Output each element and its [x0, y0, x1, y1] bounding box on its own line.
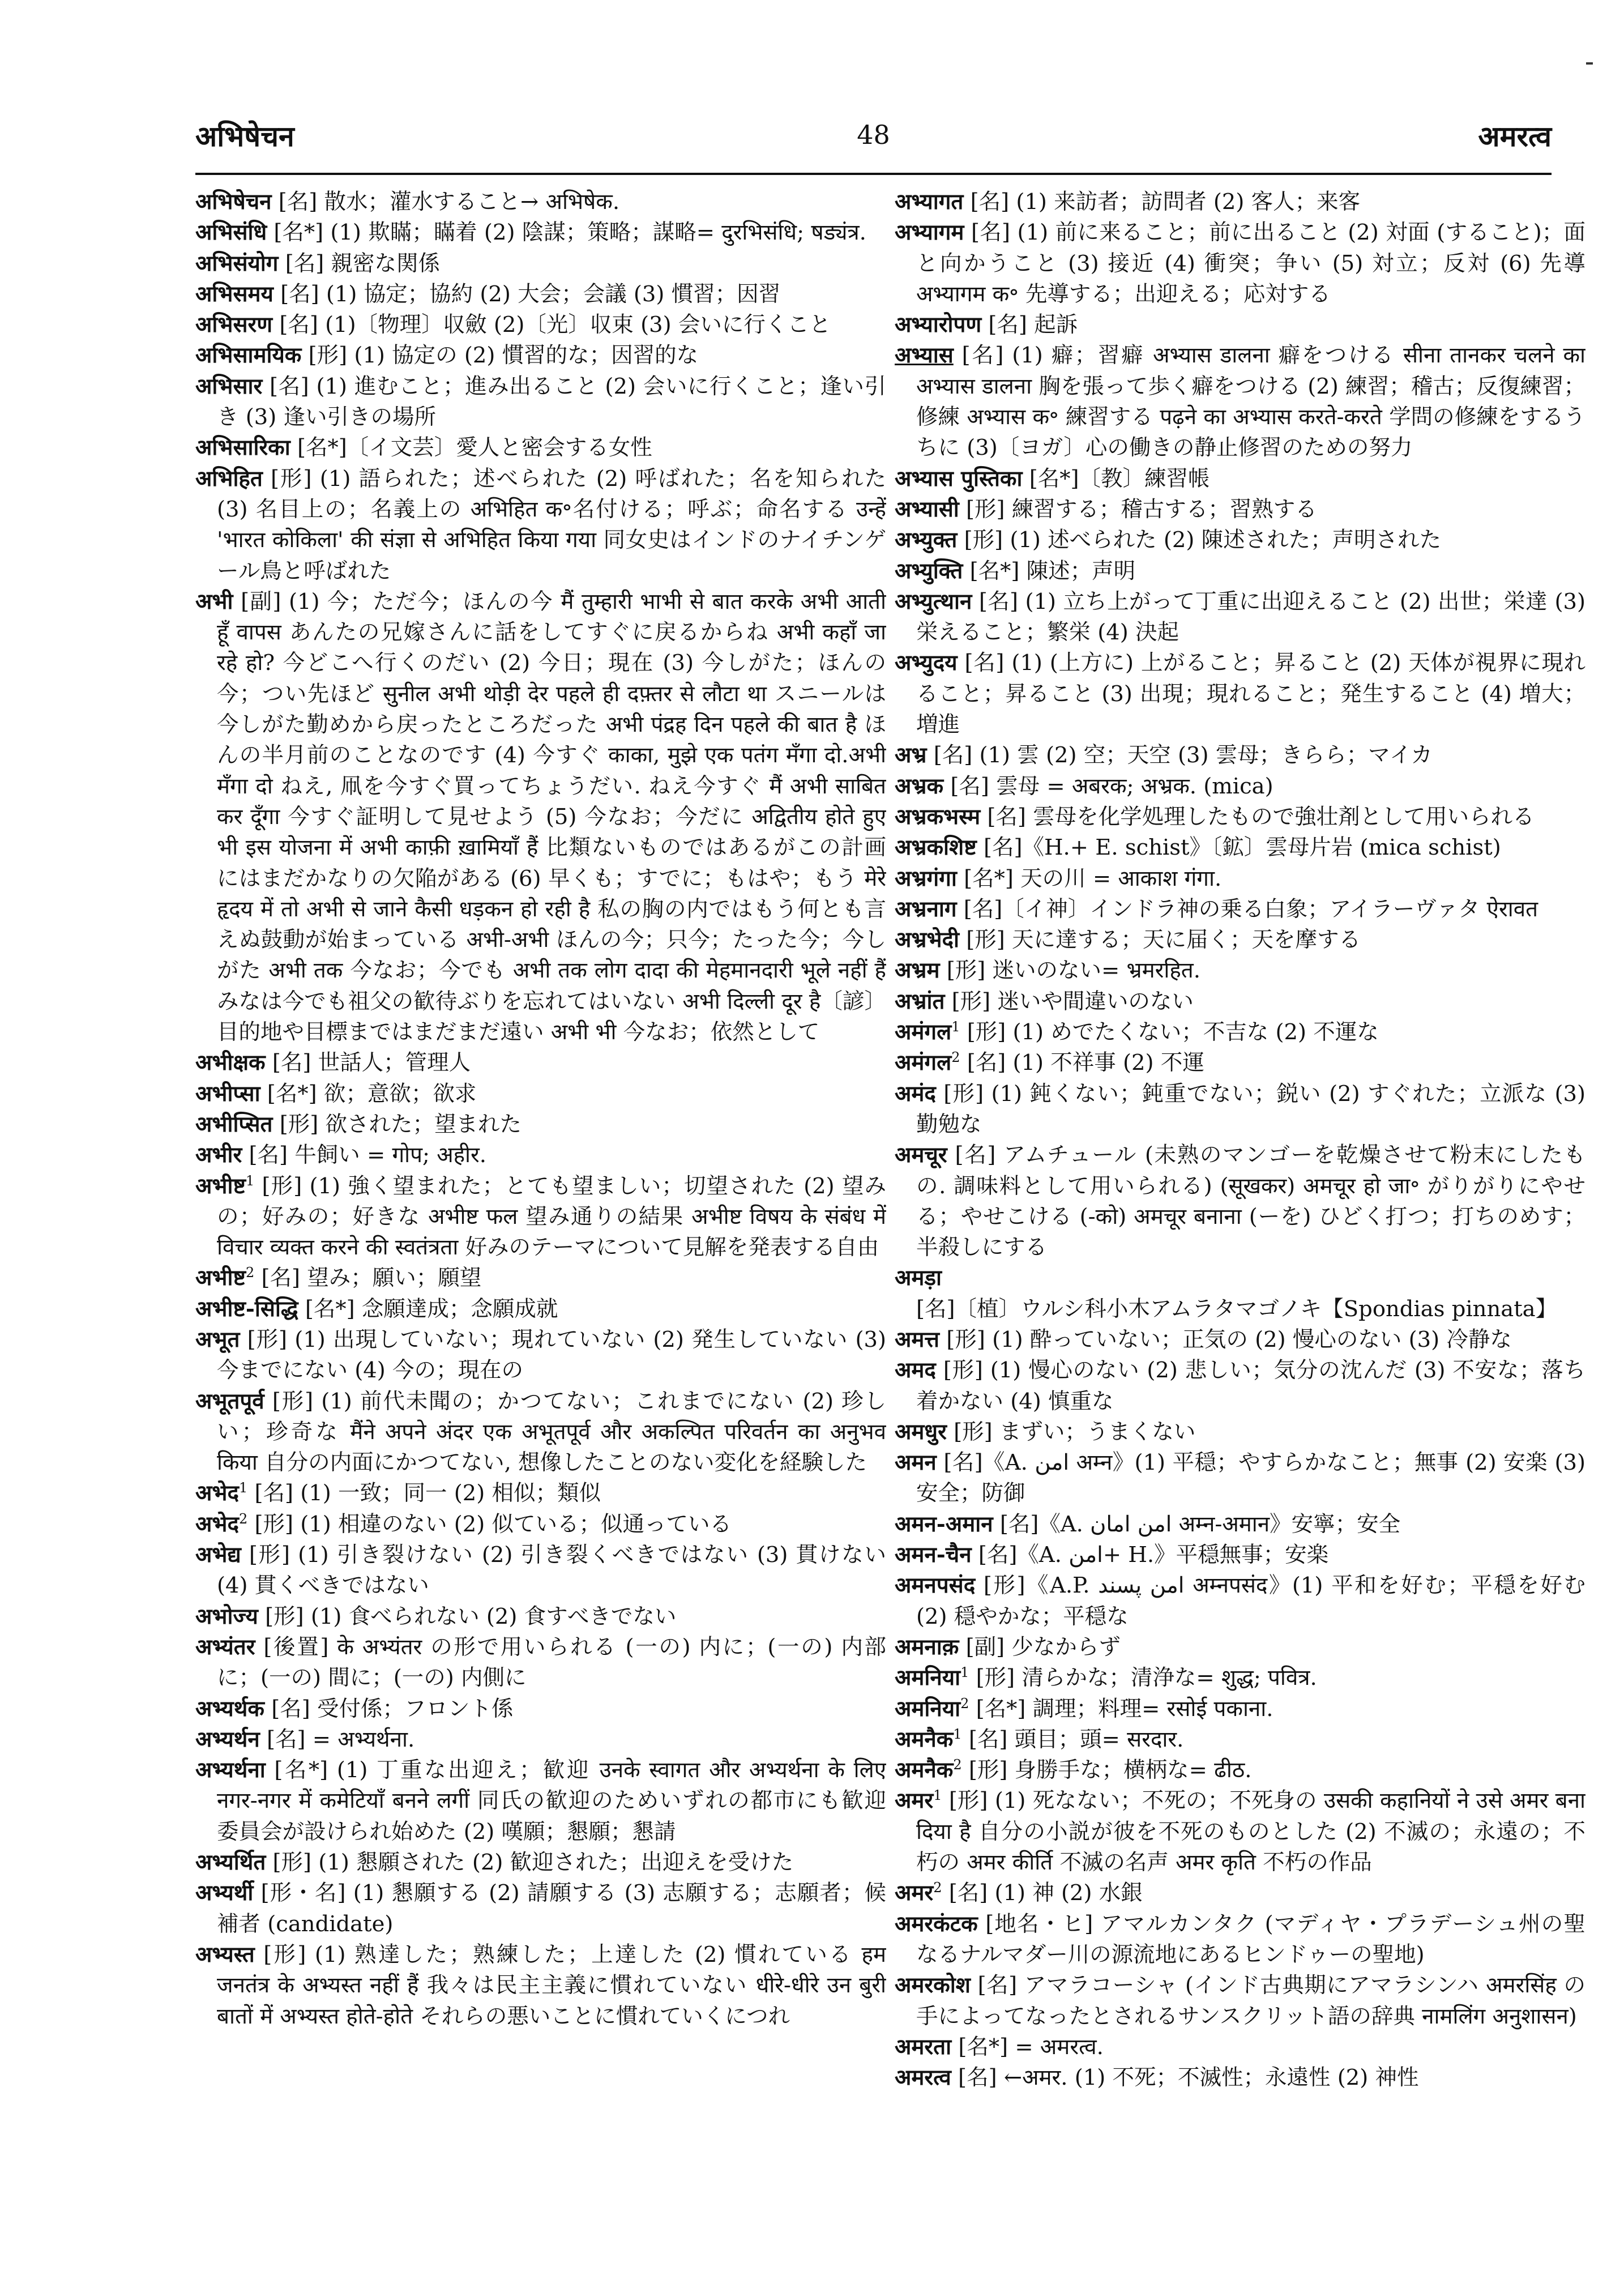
dictionary-entry [895, 771, 1585, 802]
headword: अभिसार [195, 373, 263, 399]
headword: अमत्त [895, 1326, 940, 1352]
headword: अभ्यंतर [195, 1634, 255, 1660]
headword: अभोज्य [195, 1603, 258, 1629]
dictionary-entry [195, 1294, 886, 1325]
headword: अमन-चैन [895, 1542, 972, 1568]
homograph-number: 2 [933, 1880, 942, 1896]
definition: [副] 少なからず [965, 1634, 1121, 1660]
headword: अभेद [195, 1480, 239, 1506]
definition: [名] (1) 一致；同一 (2) 相似；類似 [254, 1480, 601, 1506]
homograph-number: 2 [245, 1265, 255, 1281]
dictionary-entry [895, 1786, 1585, 1878]
definition: [名] 起訴 [988, 312, 1078, 338]
dictionary-entry [895, 833, 1585, 863]
definition: [形] (1) 食べられない (2) 食すべきでない [265, 1603, 677, 1629]
homograph-number: 1 [951, 1019, 960, 1035]
headword: अभीप्सित [195, 1111, 273, 1137]
homograph-number: 2 [960, 1695, 969, 1711]
definition: [名] 世話人；管理人 [272, 1050, 471, 1076]
margin-mark [1586, 62, 1593, 65]
headword: अभूतपूर्व [195, 1388, 264, 1414]
dictionary-entry [895, 955, 1585, 986]
dictionary-entry [895, 525, 1585, 556]
headword: अमनपसंद [895, 1573, 976, 1599]
dictionary-entry [895, 587, 1585, 648]
dictionary-entry [895, 1263, 1585, 1325]
definition: [形] (1) 引き裂けない (2) 引き裂くべきではない (3) 貫けない (4) 貫くべきではない [217, 1542, 886, 1599]
definition: [形] (1) 出現していない；現れていない (2) 発生していない (3) 今までにない (4) 今の；現在の [217, 1326, 886, 1384]
dictionary-entry [195, 1725, 886, 1755]
homograph-number: 2 [238, 1510, 248, 1527]
headword: अभिसामयिक [195, 343, 302, 369]
dictionary-entry [895, 925, 1585, 955]
dictionary-entry [195, 1540, 886, 1602]
dictionary-entry [895, 310, 1585, 340]
definition: [名] 雲母 = अबरक; अभ्रक. (mica) [950, 773, 1273, 799]
headword: अमन [895, 1450, 937, 1476]
header-first-word: अभिषेचन [195, 119, 294, 153]
definition: [名] = अभ्यर्थना. [266, 1726, 415, 1752]
definition: [副] (1) 今；ただ今；ほんの今 मैं तुम्हारी भाभी से बात करके अभी आती हूँ वापस あんたの兄嫁さんに話をしてすぐに戻るからね अभी कहाँ जा रहे हो? 今どこへ行くのだい (2) 今日；現在 (3) 今しがた；ほんの今；つい先ほど सुनील अभी थोड़ी देर पहले ही दफ़्तर से लौटा था スニールは今しがた勤めから戻ったところだった अभी पंद्रह दिन पहले की बात है ほんの半月前のことなのです (4) 今すぐ काका, मुझे एक पतंग मँगा दो.अभी मँगा दो ねえ, 凧を今すぐ買ってちょうだい. ねえ今すぐ मैं अभी साबित कर दूँगा 今すぐ証明して見せよう (5) 今なお；今だに अद्वितीय होते हुए भी इस योजना में अभी काफ़ी ख़ामियाँ हैं 比類ないものではあるがこの計画にはまだかなりの欠陥がある (6) 早くも；すでに；もはや；もう मेरे हृदय में तो अभी से जाने कैसी धड़कन हो रही है 私の胸の内ではもう何とも言えぬ鼓動が始まっている अभी-अभी ほんの今；只今；たった今；今しがた अभी तक 今なお；今でも अभी तक लोग दादा की मेहमानदारी भूले नहीं हैं みなは今でも祖父の歓待ぶりを忘れてはいない अभी दिल्ली दूर है〔諺〕目的地や目標まではまだまだ遠い अभी भी 今なお；依然として [217, 588, 886, 1045]
definition: [形] (1) 熟達した；熟練した；上達した (2) 慣れている हम जनतंत्र के अभ्यस्त नहीं हैं 我々は民主主義に慣れていない धीरे-धीरे उन बुरी बातों में अभ्यस्त होते-होते それらの悪いことに慣れていくにつれ [217, 1941, 886, 2029]
headword: अमचूर [895, 1142, 947, 1168]
headword: अभ्यर्थन [195, 1726, 260, 1752]
definition: [名] 受付係；フロント係 [271, 1696, 514, 1722]
running-header [195, 116, 1552, 175]
definition: [形] (1) 死なない；不死の；不死身の उसकी कहानियों ने उसे अमर बना दिया है 自分の小説が彼を不死のものとした (2) 不滅の；永遠の；不朽の अमर कीर्ति 不滅の名声 अमर कृति 不朽の作品 [916, 1788, 1585, 1876]
headword: अभ्रनाग [895, 896, 957, 922]
homograph-number: 2 [951, 1049, 960, 1066]
headword: अभ्युदय [895, 650, 958, 676]
dictionary-entry [895, 1509, 1585, 1540]
dictionary-entry [895, 1694, 1585, 1725]
dictionary-entry [195, 217, 886, 248]
definition: [形] 迷いのない= भ्रमरहित. [946, 958, 1200, 984]
dictionary-entry [195, 433, 886, 463]
headword: अभ्रकभस्म [895, 804, 981, 830]
headword: अमन-अमान [895, 1511, 993, 1537]
dictionary-entry [895, 1417, 1585, 1448]
definition: [名] (1) 進むこと；進み出ること (2) 会いに行くこと；逢い引き (3) 逢い引きの場所 [217, 373, 886, 430]
definition: [名*] 陳述；声明 [969, 558, 1136, 584]
definition: [名] 牛飼い = गोप; अहीर. [249, 1142, 487, 1168]
definition: [形] (1) 鈍くない；鈍重でない；鋭い (2) すぐれた；立派な (3) 勤勉な [916, 1081, 1585, 1137]
definition: [形] (1) 相違のない (2) 似ている；似通っている [254, 1511, 732, 1537]
dictionary-entry [895, 1140, 1585, 1263]
dictionary-entry [195, 464, 886, 587]
headword: अभिसंयोग [195, 250, 279, 276]
headword: अभीष्ट [195, 1265, 246, 1291]
headword: अभ्यास पुस्तिका [895, 466, 1023, 492]
definition: [形] まずい；うまくない [954, 1419, 1196, 1445]
headword: अमनिया [895, 1665, 961, 1691]
definition: [名]《A. امن अम्न》(1) 平穏；やすらかなこと；無事 (2) 安楽 (3) 安全；防御 [916, 1450, 1585, 1506]
headword: अभीप्सा [195, 1081, 260, 1107]
headword: अमनैक [895, 1757, 954, 1783]
dictionary-entry [895, 1079, 1585, 1141]
headword: अभ्यागत [895, 189, 964, 215]
dictionary-entry [195, 1140, 886, 1171]
dictionary-entry [895, 1663, 1585, 1693]
headword: अभ्यर्थित [195, 1850, 266, 1876]
homograph-number: 2 [953, 1757, 962, 1773]
dictionary-entry [195, 1602, 886, 1632]
dictionary-entry [895, 1325, 1585, 1355]
headword: अभ्यस्त [195, 1941, 255, 1967]
headword: अभ्रम [895, 958, 940, 984]
dictionary-entry [195, 187, 886, 217]
headword: अभेद [195, 1511, 239, 1537]
dictionary-entry [195, 1325, 886, 1386]
dictionary-entry [895, 648, 1585, 740]
definition: [名*] 欲；意欲；欲求 [267, 1081, 477, 1107]
headword: अमरता [895, 2034, 952, 2060]
dictionary-entry [195, 372, 886, 433]
headword: अभीष्ट [195, 1173, 246, 1199]
definition: [名] ←अमर. (1) 不死；不滅性；永遠性 (2) 神性 [958, 2065, 1419, 2091]
definition: [名*] 念願達成；念願成就 [305, 1296, 558, 1322]
dictionary-entry [195, 310, 886, 340]
dictionary-entry [895, 802, 1585, 833]
definition: [名] (1) 神 (2) 水銀 [948, 1880, 1143, 1906]
headword: अभीष्ट-सिद्धि [195, 1296, 298, 1322]
definition: [名] (1) 癖；習癖 अभ्यास डालना 癖をつける सीना तानकर चलने का अभ्यास डालना 胸を張って歩く癖をつける (2) 練習；稽古；反復練習；修練 अभ्यास क॰ 練習する पढ़ने का अभ्यास करते-करते 学問の修練をするうちに (3)〔ヨガ〕心の働きの静止修習のための努力 [916, 343, 1585, 461]
definition: [名] (1) 雲 (2) 空；天空 (3) 雲母；きらら；マイカ [933, 742, 1433, 769]
definition: [名]《H.+ E. schist》〔鉱〕雲母片岩 (mica schist) [983, 835, 1501, 861]
headword: अमनिया [895, 1696, 961, 1722]
dictionary-entry [895, 187, 1585, 217]
headword: अभीर [195, 1142, 242, 1168]
headword: अभिसारिका [195, 435, 290, 461]
homograph-number: 1 [245, 1172, 255, 1189]
homograph-number: 1 [933, 1787, 942, 1804]
dictionary-entry [895, 1017, 1585, 1048]
definition: [名] 散水；灌水すること→ अभिषेक. [278, 189, 620, 215]
dictionary-entry [895, 1909, 1585, 1971]
dictionary-entry [195, 1386, 886, 1479]
definition: [形] 身勝手な；横柄な= ढीठ. [968, 1757, 1252, 1783]
definition: [形] (1) 懇願された (2) 歓迎された；出迎えを受けた [272, 1850, 794, 1876]
definition: [名]〔植〕ウルシ科小木アムラタマゴノキ【Spondias pinnata】 [916, 1296, 1558, 1322]
dictionary-entry [895, 217, 1585, 310]
right-column [895, 187, 1585, 2260]
dictionary-entry [895, 1878, 1585, 1909]
dictionary-entry [895, 1570, 1585, 1632]
definition: [形] (1) 慢心のない (2) 悲しい；気分の沈んだ (3) 不安な；落ち着かない (4) 慎重な [916, 1358, 1585, 1414]
dictionary-entry [195, 1509, 886, 1540]
dictionary-entry [195, 279, 886, 310]
headword: अभिसंधि [195, 220, 267, 246]
headword: अभ्यर्थी [195, 1880, 254, 1906]
headword: अभीक्षक [195, 1050, 266, 1076]
headword: अमड़ा [895, 1265, 942, 1291]
headword: अमद [895, 1358, 936, 1384]
definition: [形・名] (1) 懇願する (2) 請願する (3) 志願する；志願者；候補者 (candidate) [217, 1880, 886, 1937]
dictionary-entry [195, 1048, 886, 1078]
dictionary-entry [895, 1355, 1585, 1417]
dictionary-entry [895, 1755, 1585, 1786]
definition: [形] (1) 述べられた (2) 陳述された；声明された [964, 527, 1442, 553]
definition: [名] (1) 協定；協約 (2) 大会；会議 (3) 慣習；因習 [280, 281, 781, 307]
definition: [名*] (1) 欺瞞；瞞着 (2) 陰謀；策略；謀略= दुरभिसंधि; षड्यंत्र. [273, 220, 866, 246]
headword: अभ्यर्थक [195, 1696, 264, 1722]
dictionary-entry [195, 1632, 886, 1694]
headword: अमरकंटक [895, 1911, 978, 1937]
definition: [名*] 天の川 = आकाश गंगा. [964, 865, 1222, 891]
definition: [形] (1) 語られた；述べられた (2) 呼ばれた；名を知られた (3) 名目上の；名義上の अभिहित क॰名付ける；呼ぶ；命名する उन्हें 'भारत कोकिला' की संज्ञा से अभिहित किया गया 同女史はインドのナイチンゲール鳥と呼ばれた [217, 466, 886, 584]
dictionary-entry [895, 556, 1585, 587]
headword: अभी [195, 588, 233, 614]
headword: अभ्युक्ति [895, 558, 963, 584]
homograph-number: 1 [238, 1480, 248, 1496]
dictionary-entry [895, 1448, 1585, 1509]
headword: अभ्यर्थना [195, 1757, 266, 1783]
headword: अमर [895, 1880, 934, 1906]
definition: [地名・ヒ] アマルカンタク (マディヤ・プラデーシュ州の聖なるナルマダー川の源流地にあるヒンドゥーの聖地) [916, 1911, 1585, 1967]
dictionary-entry [895, 1632, 1585, 1663]
definition: [名] (1) 前に来ること；前に出ること (2) 対面 (すること)；面と向かうこと (3) 接近 (4) 衝突；争い (5) 対立；反対 (6) 先導 अभ्यागम क॰ 先導する；出迎える；応対する [916, 220, 1585, 307]
headword: अभिषेचन [195, 189, 272, 215]
dictionary-entry [895, 894, 1585, 925]
headword: अभ्रक [895, 773, 944, 799]
dictionary-entry [195, 1109, 886, 1140]
dictionary-entry [895, 494, 1585, 525]
definition: [名*] = अमरत्व. [958, 2034, 1104, 2060]
dictionary-entry [895, 1970, 1585, 2032]
dictionary-entry [195, 1847, 886, 1878]
dictionary-entry [195, 1263, 886, 1294]
headword: अमनाक़ [895, 1634, 959, 1660]
headword: अभेद्य [195, 1542, 241, 1568]
definition: [形] (1) めでたくない；不吉な (2) 不運な [967, 1019, 1379, 1045]
headword: अभ्रगंगा [895, 865, 957, 891]
dictionary-entry [195, 1079, 886, 1109]
dictionary-entry [895, 340, 1585, 463]
dictionary-entry [895, 2032, 1585, 2063]
headword: अभ्रांत [895, 988, 945, 1014]
dictionary-entry [195, 249, 886, 279]
headword: अभ्युक्त [895, 527, 958, 553]
headword: अमरकोश [895, 1973, 971, 1999]
headword: अभ्युत्थान [895, 588, 972, 614]
definition: [形] (1) 酔っていない；正気の (2) 慢心のない (3) 冷静な [946, 1326, 1512, 1352]
left-column [195, 187, 886, 2260]
definition: [後置] के अभ्यंतर の形で用いられる (一の) 内に；(一の) 内部に；(一の) 間に；(一の) 内側に [217, 1634, 886, 1691]
dictionary-entry [895, 464, 1585, 494]
headword: अमरत्व [895, 2065, 951, 2091]
definition: [形] 欲された；望まれた [279, 1111, 522, 1137]
headword: अभिसरण [195, 312, 273, 338]
dictionary-entry [195, 587, 886, 1048]
definition: [名]〔イ神〕インドラ神の乗る白象；アイラーヴァタ ऐरावत [963, 896, 1538, 922]
dictionary-entry [195, 1940, 886, 2032]
definition: [名] (1) 不祥事 (2) 不運 [967, 1050, 1204, 1076]
definition: [形] 清らかな；清浄な= शुद्ध; पवित्र. [976, 1665, 1317, 1691]
headword: अभ्र [895, 742, 927, 769]
header-last-word: अमरत्व [1478, 119, 1552, 153]
dictionary-entry [195, 1694, 886, 1725]
headword: अभ्रकशिष्ट [895, 835, 977, 861]
definition: [名] アムチュール (未熟のマンゴーを乾燥させて粉末にしたもの. 調味料として用いられる) (सूखकर) अमचूर हो जा॰ がりがりにやせる；やせこける (-को) अमचूर बनाना (ーを) ひどく打つ；打ちのめす；半殺しにする [916, 1142, 1585, 1261]
headword: अमंगल [895, 1019, 952, 1045]
definition: [形] (1) 協定の (2) 慣習的な；因習的な [308, 343, 699, 369]
headword: अभ्यागम [895, 220, 964, 246]
dictionary-entry [895, 1540, 1585, 1570]
definition: [形] 迷いや間違いのない [951, 988, 1194, 1014]
definition: [形] (1) 前代未聞の；かつてない；これまでにない (2) 珍しい；珍奇な मैंने अपने अंदर एक अभूतपूर्व और अकल्पित परिवर्तन का अनुभव किया 自分の内面にかつてない, 想像したことのない変化を経験した [217, 1388, 886, 1476]
definition: [形] 天に達する；天に届く；天を摩する [966, 927, 1361, 953]
dictionary-entry [195, 1755, 886, 1847]
dictionary-entry [895, 2063, 1585, 2093]
definition: [名] 親密な関係 [285, 250, 440, 276]
dictionary-entry [895, 864, 1585, 894]
dictionary-entry [895, 1048, 1585, 1078]
headword: अभ्यारोपण [895, 312, 982, 338]
definition: [名] (1) (上方に) 上がること；昇ること (2) 天体が視界に現れること；昇ること (3) 出現；現れること；発生すること (4) 増大；増進 [916, 650, 1585, 738]
definition: [形]《A.P. امن پسند अम्नपसंद》(1) 平和を好む；平穏を好む (2) 穏やかな；平穏な [916, 1573, 1585, 1629]
definition: [名] 雲母を化学処理したもので強壮剤として用いられる [987, 804, 1535, 830]
headword: अभिसमय [195, 281, 273, 307]
dictionary-entry [195, 1878, 886, 1940]
definition: [名] 頭目；頭= सरदार. [968, 1726, 1184, 1752]
headword: अभ्रभेदी [895, 927, 959, 953]
definition: [名]《A. امن امان अम्न-अमान》安寧；安全 [999, 1511, 1401, 1537]
headword: अमधुर [895, 1419, 947, 1445]
dictionary-entry [895, 1725, 1585, 1755]
headword: अभ्यास [895, 343, 954, 369]
dictionary-entry [195, 1171, 886, 1264]
definition: [形] 練習する；稽古する；習熟する [965, 496, 1317, 522]
definition: [名*] 調理；料理= रसोई पकाना. [976, 1696, 1273, 1722]
headword: अभिहित [195, 466, 263, 492]
definition: [形] (1) 強く望まれた；とても望ましい；切望された (2) 望みの；好みの；好きな अभीष्ट फल 望み通りの結果 अभीष्ट विषय के संबंध में विचार व्यक्त करने की स्वतंत्रता 好みのテーマについて見解を発表する自由 [217, 1173, 886, 1261]
headword: अभ्यासी [895, 496, 959, 522]
dictionary-entry [195, 1478, 886, 1509]
headword: अमनैक [895, 1726, 954, 1752]
definition: [名] (1) 来訪者；訪問者 (2) 客人；来客 [970, 189, 1361, 215]
definition: [名] (1) 立ち上がって丁重に出迎えること (2) 出世；栄達 (3) 栄えること；繁栄 (4) 決起 [916, 588, 1585, 646]
definition: [名*] (1) 丁重な出迎え；歓迎 उनके स्वागत और अभ्यर्थना के लिए नगर-नगर में कमेटियाँ बनने लगीं 同氏の歓迎のためいずれの都市にも歓迎委員会が設けられ始めた (2) 嘆願；懇願；懇請 [217, 1757, 886, 1845]
headword: अमंद [895, 1081, 936, 1107]
dictionary-entry [895, 740, 1585, 771]
homograph-number: 1 [960, 1664, 969, 1681]
definition: [名*]〔イ文芸〕愛人と密会する女性 [297, 435, 652, 461]
headword: अभूत [195, 1326, 240, 1352]
definition: [名]《A. امن+ H.》平穏無事；安楽 [978, 1542, 1329, 1568]
homograph-number: 1 [953, 1726, 962, 1743]
definition: [名] アマラコーシャ (インド古典期にアマラシンハ अमरसिंह の手によってなったとされるサンスクリット語の辞典 नामलिंग अनुशासन) [916, 1973, 1585, 2029]
definition: [名] (1)〔物理〕収斂 (2)〔光〕収束 (3) 会いに行くこと [279, 312, 831, 338]
page-number: 48 [857, 119, 890, 150]
headword: अमर [895, 1788, 934, 1814]
definition: [名] 望み；願い；願望 [261, 1265, 482, 1291]
headword: अमंगल [895, 1050, 952, 1076]
dictionary-entry [195, 340, 886, 371]
definition: [名*]〔教〕練習帳 [1029, 466, 1210, 492]
dictionary-entry [895, 987, 1585, 1017]
